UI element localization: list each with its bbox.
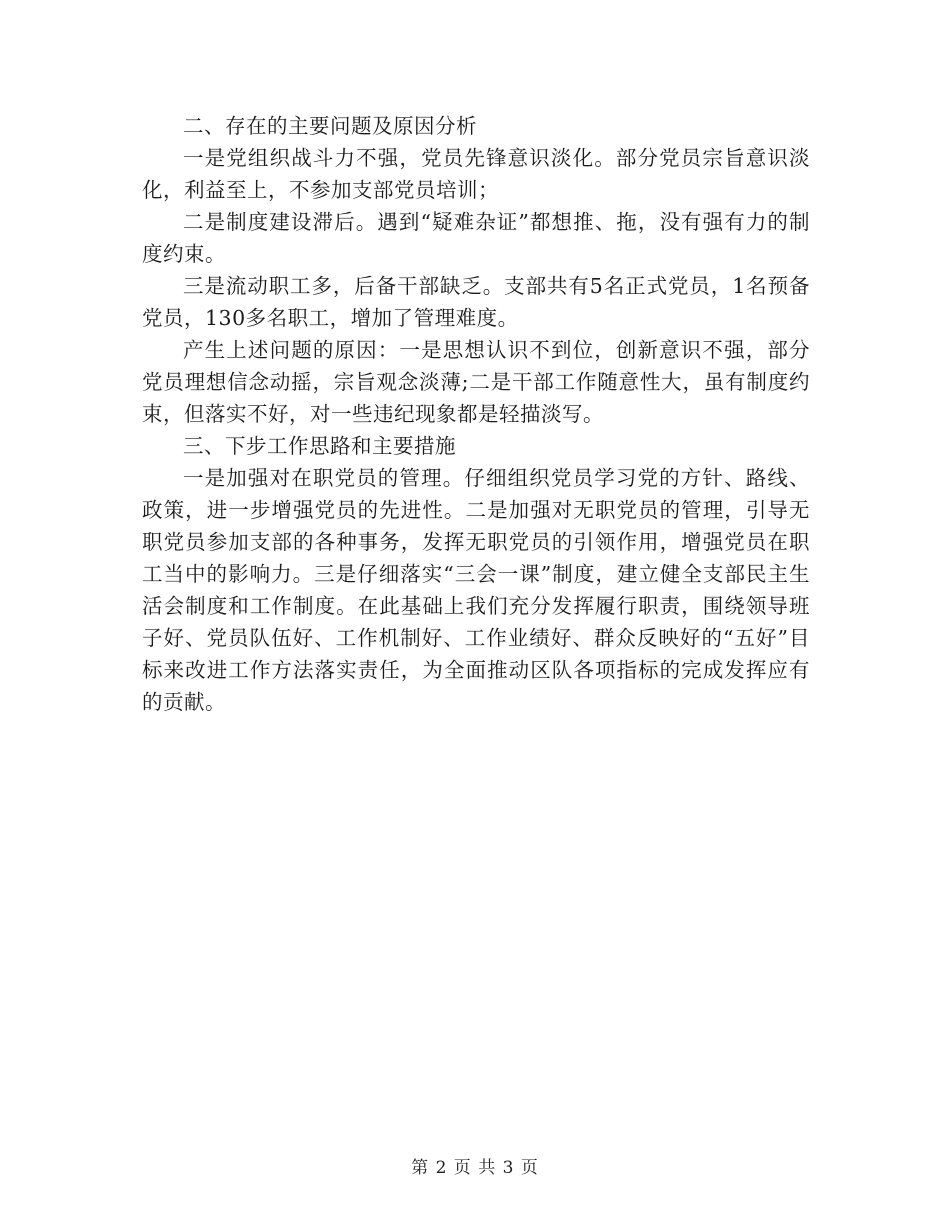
- paragraph-issue-one: 一是党组织战斗力不强，党员先锋意识淡化。部分党员宗旨意识淡化，利益至上，不参加支部党员培训；: [142, 146, 810, 202]
- page-number-label: 第 2 页 共 3 页: [411, 1158, 539, 1178]
- section-heading-measures: 三、下步工作思路和主要措施: [183, 434, 456, 458]
- page-footer: [0, 1153, 950, 1178]
- section-heading-problems: 二、存在的主要问题及原因分析: [183, 114, 477, 138]
- document-body: [142, 110, 810, 718]
- paragraph-measures: 一是加强对在职党员的管理。仔细组织党员学习党的方针、路线、政策，进一步增强党员的先进性。二是加强对无职党员的管理，引导无职党员参加支部的各种事务，发挥无职党员的引领作用，增强党员在职工当中的影响力。三是仔细落实“三会一课”制度，建立健全支部民主生活会制度和工作制度。在此基础上我们充分发挥履行职责，围绕领导班子好、党员队伍好、工作机制好、工作业绩好、群众反映好的“五好”目标来改进工作方法落实责任，为全面推动区队各项指标的完成发挥应有的贡献。: [142, 466, 810, 714]
- paragraph-causes: 产生上述问题的原因：一是思想认识不到位，创新意识不强，部分党员理想信念动摇，宗旨观念淡薄;二是干部工作随意性大，虽有制度约束，但落实不好，对一些违纪现象都是轻描淡写。: [142, 338, 810, 426]
- paragraph-issue-three: 三是流动职工多，后备干部缺乏。支部共有5名正式党员，1名预备党员，130多名职工，增加了管理难度。: [142, 274, 810, 330]
- paragraph-issue-two: 二是制度建设滞后。遇到“疑难杂证”都想推、拖，没有强有力的制度约束。: [142, 210, 810, 266]
